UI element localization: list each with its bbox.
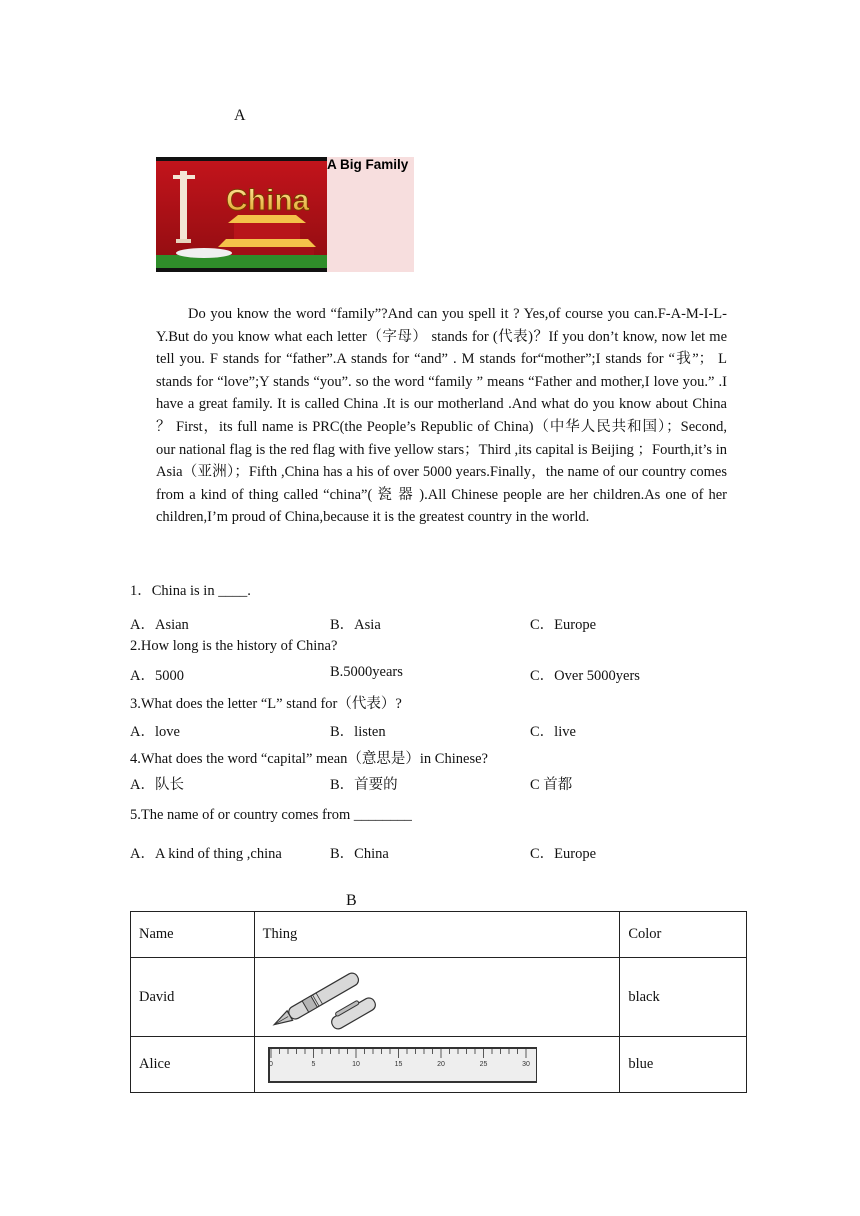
ruler-mark-label: 0 — [268, 1060, 273, 1068]
q2-option-a: A．5000 — [130, 668, 184, 684]
q5-option-b: B．China — [330, 846, 389, 862]
q4-option-a: A．队长 — [130, 777, 184, 793]
question-2: 2.How long is the history of China? — [130, 638, 338, 654]
q2-option-b: B.5000years — [330, 664, 403, 680]
ruler-mark-label: 10 — [351, 1060, 360, 1068]
q3-option-c: C．live — [530, 724, 576, 740]
q3-option-a: A．love — [130, 724, 180, 740]
row-name: David — [131, 958, 255, 1037]
row-color: blue — [620, 1037, 747, 1093]
row-thing — [254, 958, 620, 1037]
things-table — [130, 911, 747, 1093]
china-banner-image — [156, 157, 327, 272]
row-thing — [254, 1037, 620, 1093]
section-b-label: B — [346, 892, 357, 909]
row-name: Alice — [131, 1037, 255, 1093]
q1-option-a: A．Asian — [130, 617, 189, 633]
table-row — [131, 958, 747, 1037]
ruler-mark-label: 15 — [394, 1060, 403, 1068]
banner — [156, 157, 414, 272]
q5-option-a: A．A kind of thing ,china — [130, 846, 282, 862]
question-3: 3.What does the letter “L” stand for（代表）? — [130, 696, 402, 712]
ruler-icon — [263, 1044, 537, 1086]
header-color: Color — [620, 912, 747, 958]
pen-icon — [263, 960, 383, 1034]
row-color: black — [620, 958, 747, 1037]
q3-option-b: B．listen — [330, 724, 386, 740]
ruler-mark-label: 30 — [521, 1060, 530, 1068]
header-thing: Thing — [254, 912, 620, 958]
passage-text: Do you know the word “family”?And can you spell it ? Yes,of course you can.F-A-M-I-L-Y.But do you know what each letter（字母） stands for (代表)？If you don’t know, now let me tell you. F stands for “father”.A stands for “and” . M stands for“mother”;I stands for “我”； L stands for “love”;Y stands “you”. so the word “family ” means “Father and mother,I love you.” .I have a great family. It is called China .It is our motherland .And what do you know about China ？ First，its full name is PRC(the People’s Republic of China)（中华人民共和国）；Second, our national flag is the red flag with five yellow stars；Third ,its capital is Beijing ；Fourth,it’s in Asia（亚洲）；Fifth ,China has a his of over 5000 years.Finally，the name of our country comes from a kind of thing called “china”( 瓷 器 ).All Chinese people are her children.As one of her children,I’m proud of China,because it is the greatest country in the world. — [156, 306, 727, 526]
table-header-row — [131, 912, 747, 958]
question-4: 4.What does the word “capital” mean（意思是）in Chinese? — [130, 751, 488, 767]
q5-option-c: C．Europe — [530, 846, 597, 862]
q4-option-c: C 首都 — [530, 777, 573, 793]
question-5: 5.The name of or country comes from ________ — [130, 807, 412, 823]
q1-option-c: C．Europe — [530, 617, 597, 633]
ruler-mark-label: 20 — [436, 1060, 445, 1068]
banner-image-word: China — [226, 184, 310, 217]
q4-option-b: B．首要的 — [330, 777, 398, 793]
banner-title: A Big Family — [327, 157, 409, 172]
table-row — [131, 1037, 747, 1093]
reading-passage — [156, 303, 727, 529]
ruler-mark-label: 5 — [311, 1060, 316, 1068]
section-a-label: A — [234, 107, 246, 124]
banner-title-panel — [327, 157, 414, 272]
q2-option-c: C．Over 5000yers — [530, 668, 640, 684]
q1-option-b: B．Asia — [330, 617, 381, 633]
ruler-mark-label: 25 — [479, 1060, 488, 1068]
header-name: Name — [131, 912, 255, 958]
question-1: 1．China is in ____. — [130, 583, 251, 599]
